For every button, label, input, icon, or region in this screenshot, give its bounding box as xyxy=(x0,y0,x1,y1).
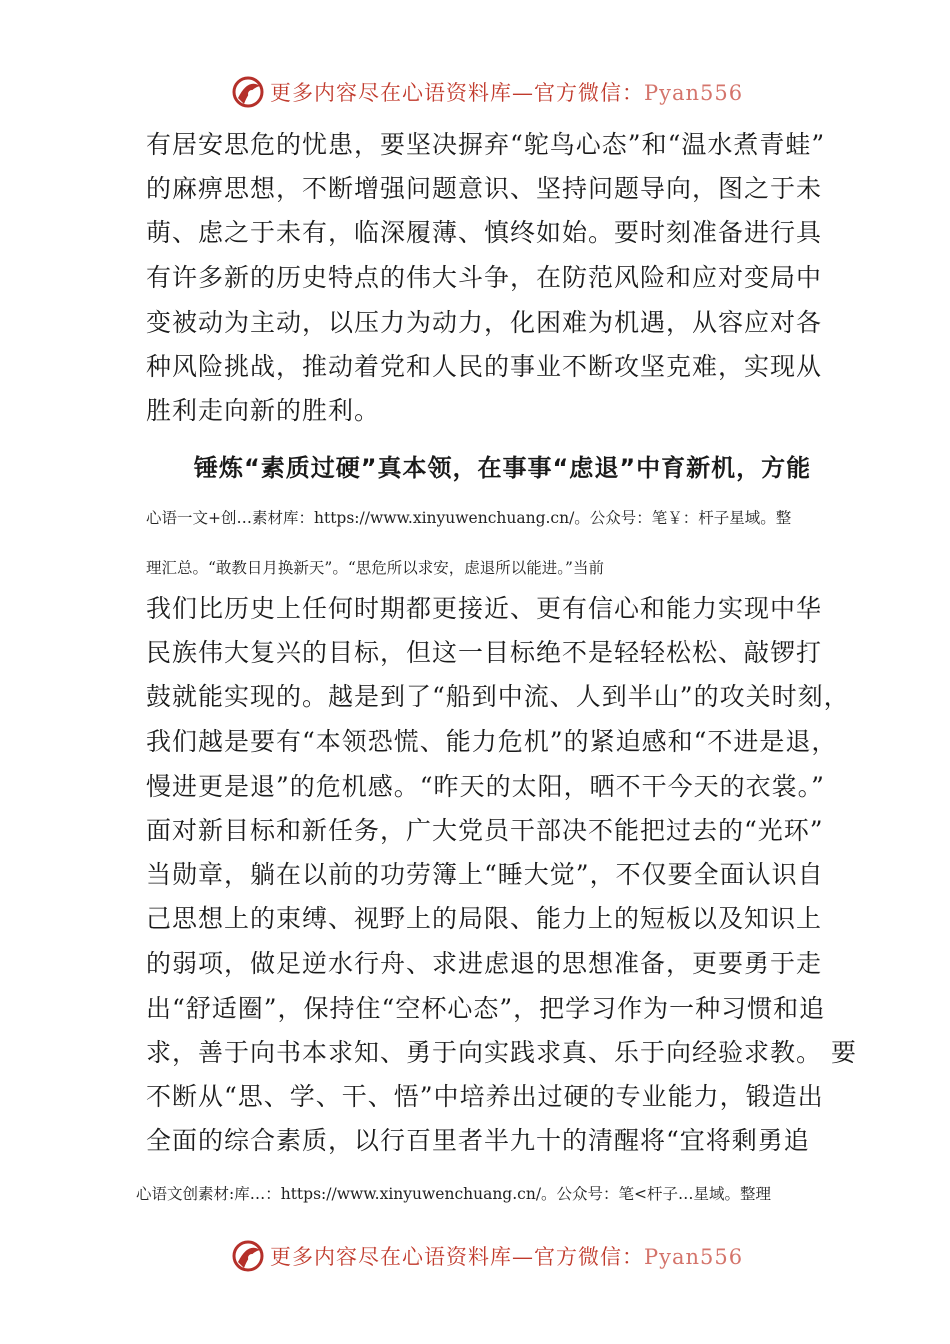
text-line: 鼓就能实现的。越是到了“船到中流、人到半山”的攻关时刻， xyxy=(146,682,850,711)
text-line: 种风险挑战，推动着党和人民的事业不断攻坚克难，实现从 xyxy=(146,352,823,381)
text-line: 面对新目标和新任务，广大党员干部决不能把过去的“光环” xyxy=(146,816,824,845)
text-line: 有居安思危的忧患，要坚决摒弃“鸵鸟心态”和“温水煮青蛙” xyxy=(146,130,826,159)
banner-title: 更多内容尽在心语资料库—官方微信： xyxy=(270,81,644,105)
text-line: 萌、虑之于未有，临深履薄、慎终如始。要时刻准备进行具 xyxy=(146,218,823,247)
banner-title: 更多内容尽在心语资料库—官方微信： xyxy=(270,1245,644,1269)
text-line: 求，善于向书本求知、勇于向实践求真、乐于向经验求教。 要 xyxy=(146,1038,857,1067)
text-line: 全面的综合素质，以行百里者半九十的清醒将“宜将剩勇追 xyxy=(146,1126,810,1155)
brand-logo-icon xyxy=(230,74,266,110)
text-line: 变被动为主动，以压力为动力，化困难为机遇，从容应对各 xyxy=(146,308,823,337)
text-line: 不断从“思、学、干、悟”中培养出过硬的专业能力，锻造出 xyxy=(146,1082,824,1111)
header-banner xyxy=(230,72,743,112)
banner-wechat-id: Pyan556 xyxy=(644,1245,744,1269)
banner-wechat-id: Pyan556 xyxy=(644,81,744,105)
brand-logo-icon xyxy=(230,1238,266,1274)
section-heading: 锤炼“素质过硬”真本领，在事事“虑退”中育新机，方能 xyxy=(194,454,812,482)
text-line: 胜利走向新的胜利。 xyxy=(146,396,381,425)
source-note-line: 理汇总。“敢教日月换新天”。“思危所以求安，虑退所以能进。”当前 xyxy=(146,559,604,577)
source-note-line: 心语一文+创…素材库：https://www.xinyuwenchuang.cn/。公众号：笔￥：杆子星域。整 xyxy=(146,509,792,527)
text-line: 我们越是要有“本领恐慌、能力危机”的紧迫感和“不进是退， xyxy=(146,727,838,756)
source-note-line: 心语文创素材:库…：https://www.xinyuwenchuang.cn/。公众号：笔<杆子…星域。整理 xyxy=(136,1185,772,1203)
text-line: 己思想上的束缚、视野上的局限、能力上的短板以及知识上 xyxy=(146,904,823,933)
text-line: 慢进更是退”的危机感。“昨天的太阳，晒不干今天的衣裳。” xyxy=(146,772,825,801)
text-line: 民族伟大复兴的目标，但这一目标绝不是轻轻松松、敲锣打 xyxy=(146,638,823,667)
text-line: 的麻痹思想，不断增强问题意识、坚持问题导向，图之于未 xyxy=(146,174,823,203)
text-line: 我们比历史上任何时期都更接近、更有信心和能力实现中华 xyxy=(146,594,823,623)
footer-banner xyxy=(230,1236,743,1276)
text-line: 出“舒适圈”，保持住“空杯心态”，把学习作为一种习惯和追 xyxy=(146,994,826,1023)
text-line: 的弱项，做足逆水行舟、求进虑退的思想准备，更要勇于走 xyxy=(146,949,823,978)
text-line: 有许多新的历史特点的伟大斗争，在防范风险和应对变局中 xyxy=(146,263,823,292)
text-line: 当勋章，躺在以前的功劳簿上“睡大觉”，不仅要全面认识自 xyxy=(146,860,824,889)
